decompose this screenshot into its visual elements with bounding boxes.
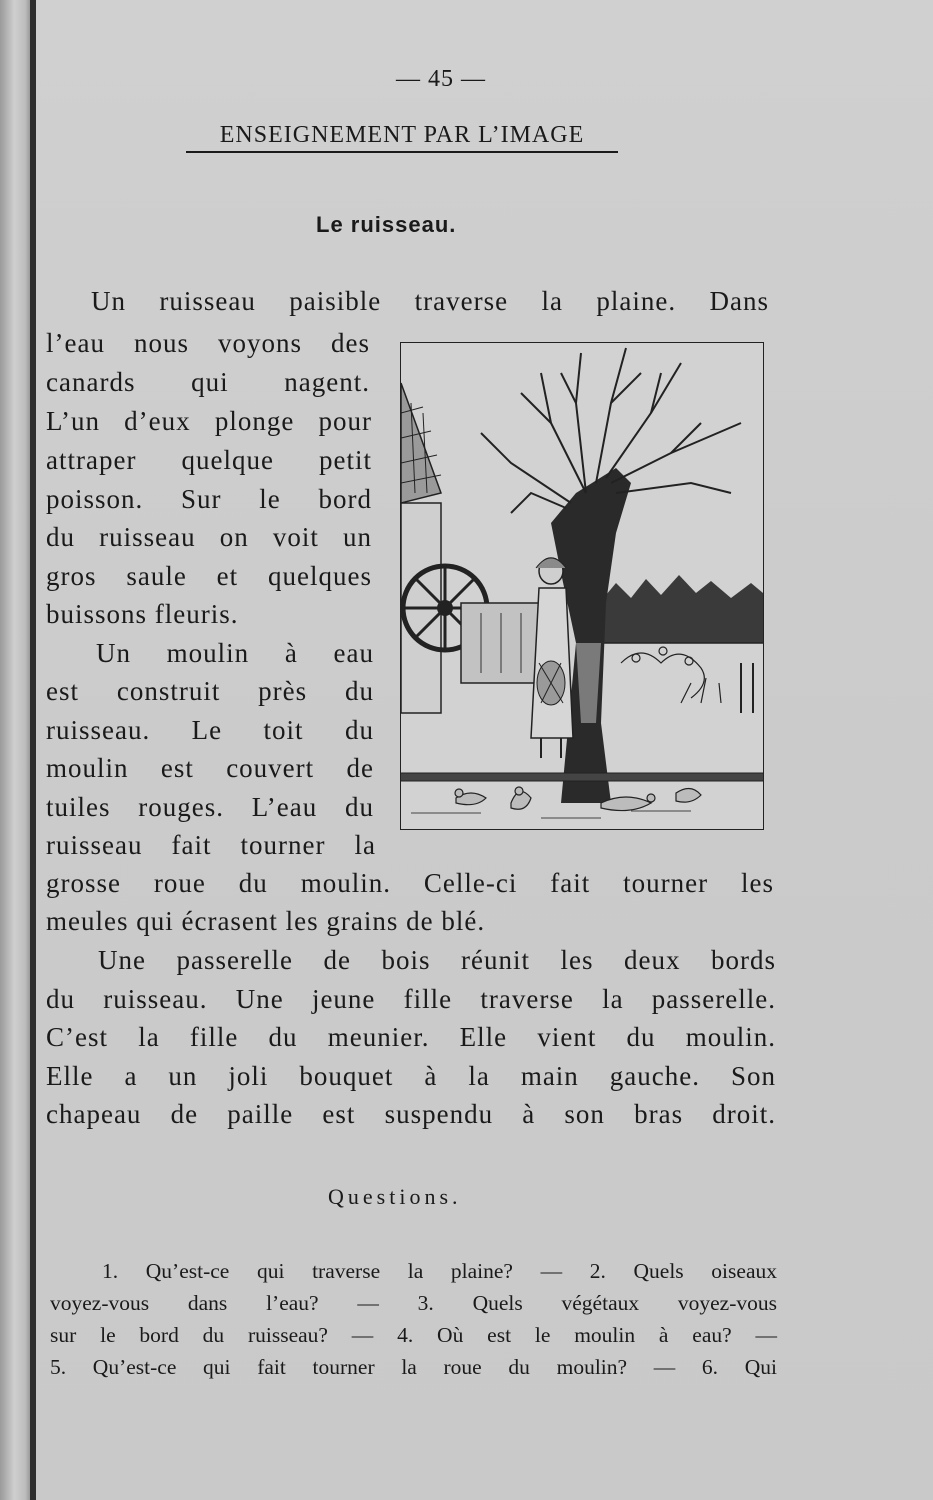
body-line: canards qui nagent. — [46, 367, 370, 397]
body-line: chapeau de paille est suspendu à son bras droit. — [46, 1099, 776, 1129]
question-line: voyez-vous dans l’eau? — 3. Quels végétaux voyez-vous — [50, 1291, 777, 1315]
body-line: moulin est couvert de — [46, 753, 374, 783]
body-line: Une passerelle de bois réunit les deux bords — [98, 945, 776, 975]
body-line: gros saule et quelques — [46, 561, 372, 591]
body-line: l’eau nous voyons des — [46, 328, 370, 358]
section-heading: ENSEIGNEMENT PAR L’IMAGE — [186, 122, 618, 153]
body-line: ruisseau fait tourner la — [46, 830, 376, 860]
question-line: sur le bord du ruisseau? — 4. Où est le moulin à eau? — — [50, 1323, 777, 1347]
question-line: 5. Qu’est-ce qui fait tourner la roue du moulin? — 6. Qui — [50, 1355, 777, 1379]
body-line: buissons fleuris. — [46, 599, 239, 629]
question-line: 1. Qu’est-ce qui traverse la plaine? — 2. Quels oiseaux — [102, 1259, 777, 1283]
body-line: est construit près du — [46, 676, 374, 706]
book-page — [36, 0, 933, 1500]
body-line: C’est la fille du meunier. Elle vient du moulin. — [46, 1022, 776, 1052]
body-line: Elle a un joli bouquet à la main gauche. Son — [46, 1061, 776, 1091]
body-line: du ruisseau. Une jeune fille traverse la passerelle. — [46, 984, 776, 1014]
body-line: poisson. Sur le bord — [46, 484, 372, 514]
body-line: grosse roue du moulin. Celle-ci fait tourner les — [46, 868, 774, 898]
engraving-illustration — [400, 342, 764, 830]
page-number: — 45 — — [396, 66, 486, 92]
body-line: meules qui écrasent les grains de blé. — [46, 906, 486, 936]
body-line: L’un d’eux plonge pour — [46, 406, 372, 436]
body-line: Un ruisseau paisible traverse la plaine. Dans — [91, 286, 769, 316]
questions-title: Questions. — [328, 1184, 462, 1209]
stream-mill-drawing — [401, 343, 763, 829]
body-line: ruisseau. Le toit du — [46, 715, 374, 745]
body-line: du ruisseau on voit un — [46, 522, 372, 552]
lesson-title: Le ruisseau. — [316, 212, 457, 237]
body-line: attraper quelque petit — [46, 445, 372, 475]
body-line: Un moulin à eau — [96, 638, 374, 668]
body-line: tuiles rouges. L’eau du — [46, 792, 374, 822]
